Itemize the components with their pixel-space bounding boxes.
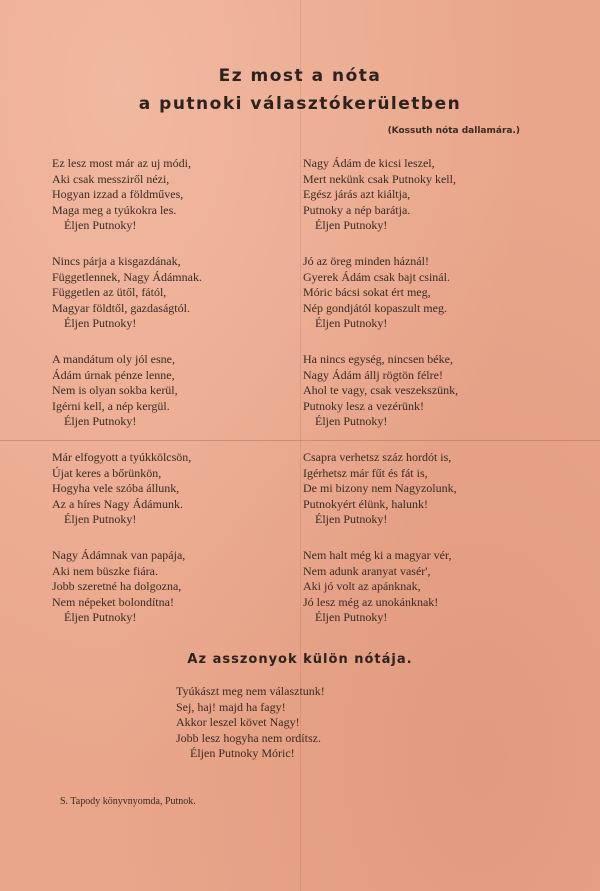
verse-line: Nem halt még ki a magyar vér, (303, 548, 452, 562)
verse-line: Már elfogyott a tyúkkölcsön, (52, 450, 192, 464)
women-song-line: Tyúkászt meg nem választunk! (176, 684, 325, 698)
stanza (52, 548, 292, 626)
verse-line: Nagy Ádámnak van papája, (52, 548, 186, 562)
stanza (52, 156, 292, 234)
verse-line: Jó az öreg minden háznál! (303, 254, 429, 268)
verse-line: Ez lesz most már az uj módi, (52, 156, 191, 170)
refrain-line: Éljen Putnoky! (315, 414, 388, 429)
verse-line: Hogyan izzad a földműves, (52, 187, 184, 202)
verse-line: Az a híres Nagy Ádámunk. (52, 496, 183, 511)
subtitle: (Kossuth nóta dallamára.) (387, 126, 520, 136)
title-line-1: Ez most a nóta (218, 66, 382, 86)
verse-line: Putnokyért élünk, halunk! (303, 496, 428, 511)
verse-line: Aki jó volt az apánknak, (303, 579, 421, 594)
verse-line: Függetlennek, Nagy Ádámnak. (52, 269, 202, 284)
refrain-line: Éljen Putnoky! (315, 218, 388, 233)
women-song-line: Jobb lesz hogyha nem ordítsz. (176, 730, 321, 745)
verse-line: Nincs párja a kisgazdának, (52, 254, 181, 268)
women-song-poem (176, 684, 325, 762)
verse-line: Egész járás azt kiáltja, (303, 187, 411, 202)
stanza (52, 254, 292, 332)
verse-line: Putnoky lesz a vezérünk! (303, 398, 424, 413)
verse-line: Nem is olyan sokba kerül, (52, 383, 178, 398)
women-song-heading: Az asszonyok külön nótája. (187, 652, 413, 667)
verse-line: Maga meg a tyúkokra les. (52, 202, 177, 217)
verse-line: Hogyha vele szóba állunk, (52, 481, 180, 496)
stanza (303, 156, 543, 234)
verse-line: Jobb szeretné ha dolgozna, (52, 579, 182, 594)
verse-line: Nép gondjától kopaszult meg. (303, 300, 447, 315)
refrain-line: Éljen Putnoky! (64, 218, 137, 233)
stanza (303, 254, 543, 332)
verse-line: Aki nem büszke fiára. (52, 563, 158, 578)
title-line-2: a putnoki választókerületben (138, 94, 462, 114)
verse-line: Csapra verhetsz száz hordót is, (303, 450, 452, 464)
stanza (52, 352, 292, 430)
verse-line: Független az ütől, fától, (52, 285, 167, 300)
verse-line: Újat keres a bőrünkön, (52, 465, 162, 480)
refrain-line: Éljen Putnoky! (64, 512, 137, 527)
stanza (52, 450, 292, 528)
verse-line: Gyerek Ádám csak bajt csinál. (303, 269, 450, 284)
refrain-line: Éljen Putnoky! (315, 316, 388, 331)
verse-line: Igérni kell, a nép kergül. (52, 398, 170, 413)
verse-line: Ádám úrnak pénze lenne, (52, 367, 175, 382)
right-column (303, 156, 543, 646)
verse-line: Móric bácsi sokat ért meg, (303, 285, 431, 300)
verse-line: Nagy Ádám állj rögtön félre! (303, 367, 443, 382)
left-column (52, 156, 292, 646)
stanza (303, 548, 543, 626)
printer-imprint: S. Tapody könyvnyomda, Putnok. (60, 796, 196, 807)
verse-line: Ahol te vagy, csak veszekszünk, (303, 383, 459, 398)
verse-line: Magyar földtől, gazdaságtól. (52, 300, 190, 315)
women-song-line: Sej, haj! majd ha fagy! (176, 699, 286, 714)
stanza (303, 352, 543, 430)
verse-line: Nagy Ádám de kicsi leszel, (303, 156, 435, 170)
refrain-line: Éljen Putnoky! (64, 414, 137, 429)
verse-line: Jó lesz még az unokánknak! (303, 594, 439, 609)
women-song-line: Akkor leszel követ Nagy! (176, 715, 300, 730)
verse-line: Igérhetsz már fűt és fát is, (303, 465, 428, 480)
verse-line: De mi bizony nem Nagyzolunk, (303, 481, 457, 496)
verse-line: Aki csak messziről nézi, (52, 171, 170, 186)
verse-line: Nem népeket bolondítna! (52, 594, 174, 609)
verse-line: Ha nincs egység, nincsen béke, (303, 352, 453, 366)
verse-line: Nem adunk aranyat vasér', (303, 563, 431, 578)
verse-line: Putnoky a nép barátja. (303, 202, 411, 217)
refrain-line: Éljen Putnoky! (64, 610, 137, 625)
refrain-line: Éljen Putnoky! (315, 512, 388, 527)
verse-line: A mandátum oly jól esne, (52, 352, 175, 366)
verse-line: Mert nekünk csak Putnoky kell, (303, 171, 456, 186)
stanza (303, 450, 543, 528)
refrain-line: Éljen Putnoky! (315, 610, 388, 625)
refrain-line: Éljen Putnoky! (64, 316, 137, 331)
women-song-refrain: Éljen Putnoky Móric! (190, 746, 295, 761)
